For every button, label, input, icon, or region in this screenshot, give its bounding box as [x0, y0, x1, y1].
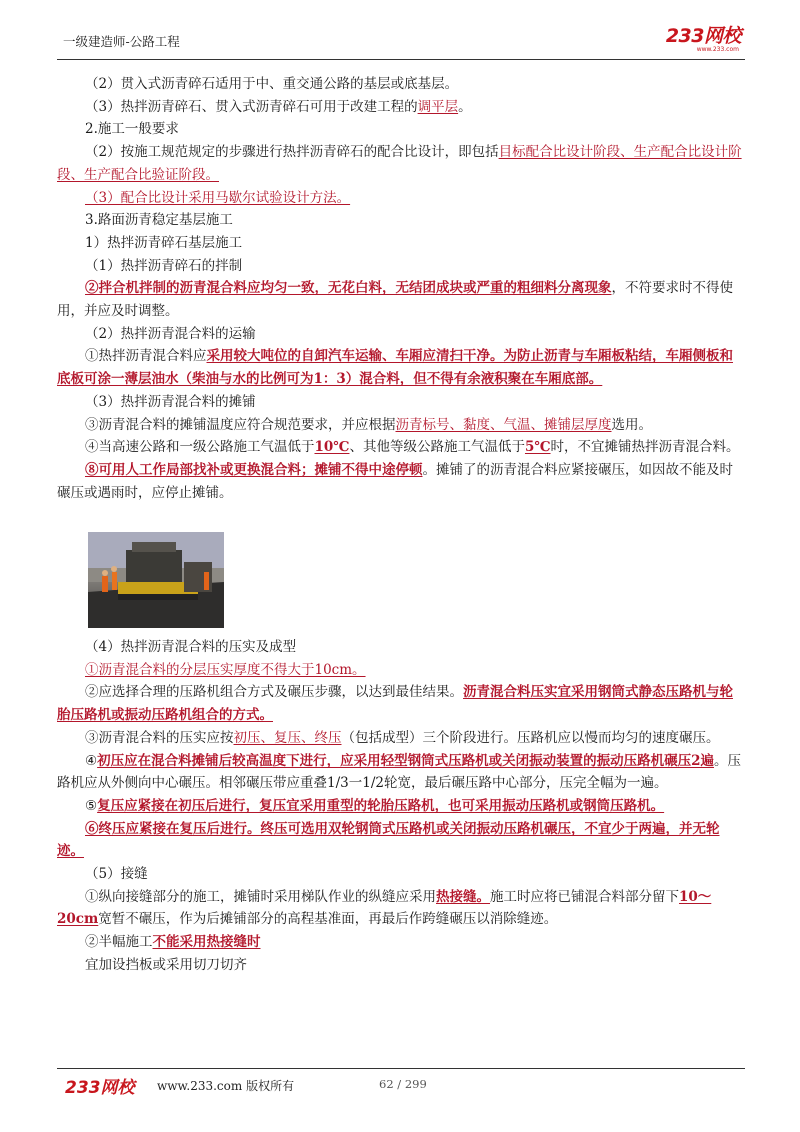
highlight: 目标配合比设计阶段、生产配合比设计阶段、生产配合比验证阶段。 — [57, 144, 742, 183]
section-heading: 2.施工一般要求 — [85, 121, 179, 138]
section-heading: 1）热拌沥青碎石基层施工 — [85, 234, 243, 251]
logo-url: www.233.com — [696, 46, 739, 53]
paragraph: ③沥青混合料的摊铺温度应符合规范要求，并应根据沥青标号、黏度、气温、摊铺层厚度选用。 — [85, 416, 652, 433]
highlight: ①沥青混合料的分层压实厚度不得大于10cm。 — [85, 661, 366, 678]
highlight: 10～20cm — [57, 888, 712, 928]
highlight: 采用较大吨位的自卸汽车运输、车厢应清扫干净。为防止沥青与车厢板粘结，车厢侧板和底板可涂一薄层油水（柴油与水的比例可为1：3）混合料，但不得有余液积聚在车厢底部。 — [57, 348, 733, 388]
paragraph — [57, 659, 743, 682]
highlight: 调平层 — [417, 98, 459, 115]
footer-rule — [57, 1068, 745, 1069]
paragraph: ①纵向接缝部分的施工，摊铺时采用梯队作业的纵缝应采用热接缝。施工时应将已铺混合料部分留下10～20cm宽暂不碾压，作为后摊铺部分的高程基准面，再最后作跨缝碾压以消除缝迹。 — [57, 888, 712, 928]
section-heading: 3.路面沥青稳定基层施工 — [85, 212, 233, 229]
document-body-continued — [57, 636, 743, 977]
paragraph: ④当高速公路和一级公路施工气温低于10℃、其他等级公路施工气温低于5℃时，不宜摊铺热拌沥青混合料。 — [85, 439, 740, 456]
highlight: 初压应在混合料摊铺后较高温度下进行，应采用轻型钢筒式压路机或关闭振动装置的振动压路机碾压2遍 — [97, 752, 715, 769]
logo-main: 233网校 — [665, 25, 741, 47]
section-heading: （2）热拌沥青混合料的运输 — [85, 325, 256, 342]
highlight: 10℃ — [314, 439, 350, 456]
paragraph: ②拌合机拌制的沥青混合料应均匀一致，无花白料，无结团成块或严重的粗细料分离现象，不符要求时不得使用，并应及时调整。 — [57, 280, 733, 320]
highlight: ⑥终压应紧接在复压后进行。终压可选用双轮钢筒式压路机或关闭振动压路机碾压，不宜少于两遍，并无轮迹。 — [57, 820, 720, 860]
highlight: 初压、复压、终压 — [233, 729, 342, 746]
paragraph: 宜加设挡板或采用切刀切齐 — [85, 956, 247, 973]
header-title: 一级建造师-公路工程 — [63, 34, 180, 49]
paragraph: ⑤复压应紧接在初压后进行，复压宜采用重型的轮胎压路机，也可采用振动压路机或钢筒压路机。 — [85, 797, 665, 814]
paragraph: （2）贯入式沥青碎石适用于中、重交通公路的基层或底基层。 — [85, 76, 459, 92]
asphalt-paver-image — [88, 532, 224, 628]
highlight: 沥青标号、黏度、气温、摊铺层厚度 — [395, 416, 612, 433]
section-heading: （4）热拌沥青混合料的压实及成型 — [85, 639, 297, 655]
page-number: 62 / 299 — [379, 1077, 427, 1091]
paragraph: ②半幅施工不能采用热接缝时 — [85, 934, 261, 951]
paver-photo — [88, 532, 224, 628]
highlight: 不能采用热接缝时 — [152, 934, 261, 951]
highlight: ⑧可用人工作局部找补或更换混合料；摊铺不得中途停顿 — [85, 461, 423, 478]
highlight: 复压应紧接在初压后进行，复压宜采用重型的轮胎压路机，也可采用振动压路机或钢筒压路机。 — [97, 797, 665, 814]
section-heading: （3）热拌沥青混合料的摊铺 — [85, 393, 256, 410]
brand-logo — [666, 26, 741, 53]
paragraph: ②应选择合理的压路机组合方式及碾压步骤，以达到最佳结果。沥青混合料压实宜采用钢筒式静态压路机与轮胎压路机或振动压路机组合的方式。 — [57, 684, 733, 724]
paragraph: ⑧可用人工作局部找补或更换混合料；摊铺不得中途停顿。摊铺了的沥青混合料应紧接碾压，如因故不能及时碾压或遇雨时，应停止摊铺。 — [57, 461, 733, 501]
paragraph: ③沥青混合料的压实应按初压、复压、终压（包括成型）三个阶段进行。压路机应以慢而均匀的速度碾压。 — [85, 729, 720, 746]
highlight: 沥青混合料压实宜采用钢筒式静态压路机与轮胎压路机或振动压路机组合的方式。 — [57, 684, 733, 724]
footer-copyright: www.233.com 版权所有 — [157, 1079, 295, 1093]
highlight: 5℃ — [524, 439, 551, 456]
highlight: （3）配合比设计采用马歇尔试验设计方法。 — [85, 189, 351, 206]
page-footer — [57, 1073, 745, 1097]
section-heading: （5）接缝 — [85, 866, 148, 883]
highlight: ②拌合机拌制的沥青混合料应均匀一致，无花白料，无结团成块或严重的粗细料分离现象 — [85, 280, 612, 297]
paragraph: ①热拌沥青混合料应采用较大吨位的自卸汽车运输、车厢应清扫干净。为防止沥青与车厢板粘结，车厢侧板和底板可涂一薄层油水（柴油与水的比例可为1：3）混合料，但不得有余液积聚在车厢底部。 — [57, 348, 733, 388]
document-body — [57, 73, 743, 504]
paragraph: （2）按施工规范规定的步骤进行热拌沥青碎石的配合比设计，即包括目标配合比设计阶段、生产配合比设计阶段、生产配合比验证阶段。 — [57, 144, 742, 183]
header-rule — [57, 59, 745, 60]
highlight: 热接缝。 — [436, 888, 490, 905]
footer-logo: 233网校 — [65, 1078, 135, 1098]
page-header — [57, 20, 745, 60]
paragraph — [57, 187, 743, 210]
paragraph — [57, 818, 743, 863]
paragraph: ④初压应在混合料摊铺后较高温度下进行，应采用轻型钢筒式压路机或关闭振动装置的振动压路机碾压2遍。压路机应从外侧向中心碾压。相邻碾压带应重叠1/3一1/2轮宽，最后碾压路中心部分，压完全幅为一遍。 — [57, 752, 742, 792]
section-heading: （1）热拌沥青碎石的拌制 — [85, 257, 243, 274]
paragraph: （3）热拌沥青碎石、贯入式沥青碎石可用于改建工程的调平层。 — [85, 98, 472, 115]
